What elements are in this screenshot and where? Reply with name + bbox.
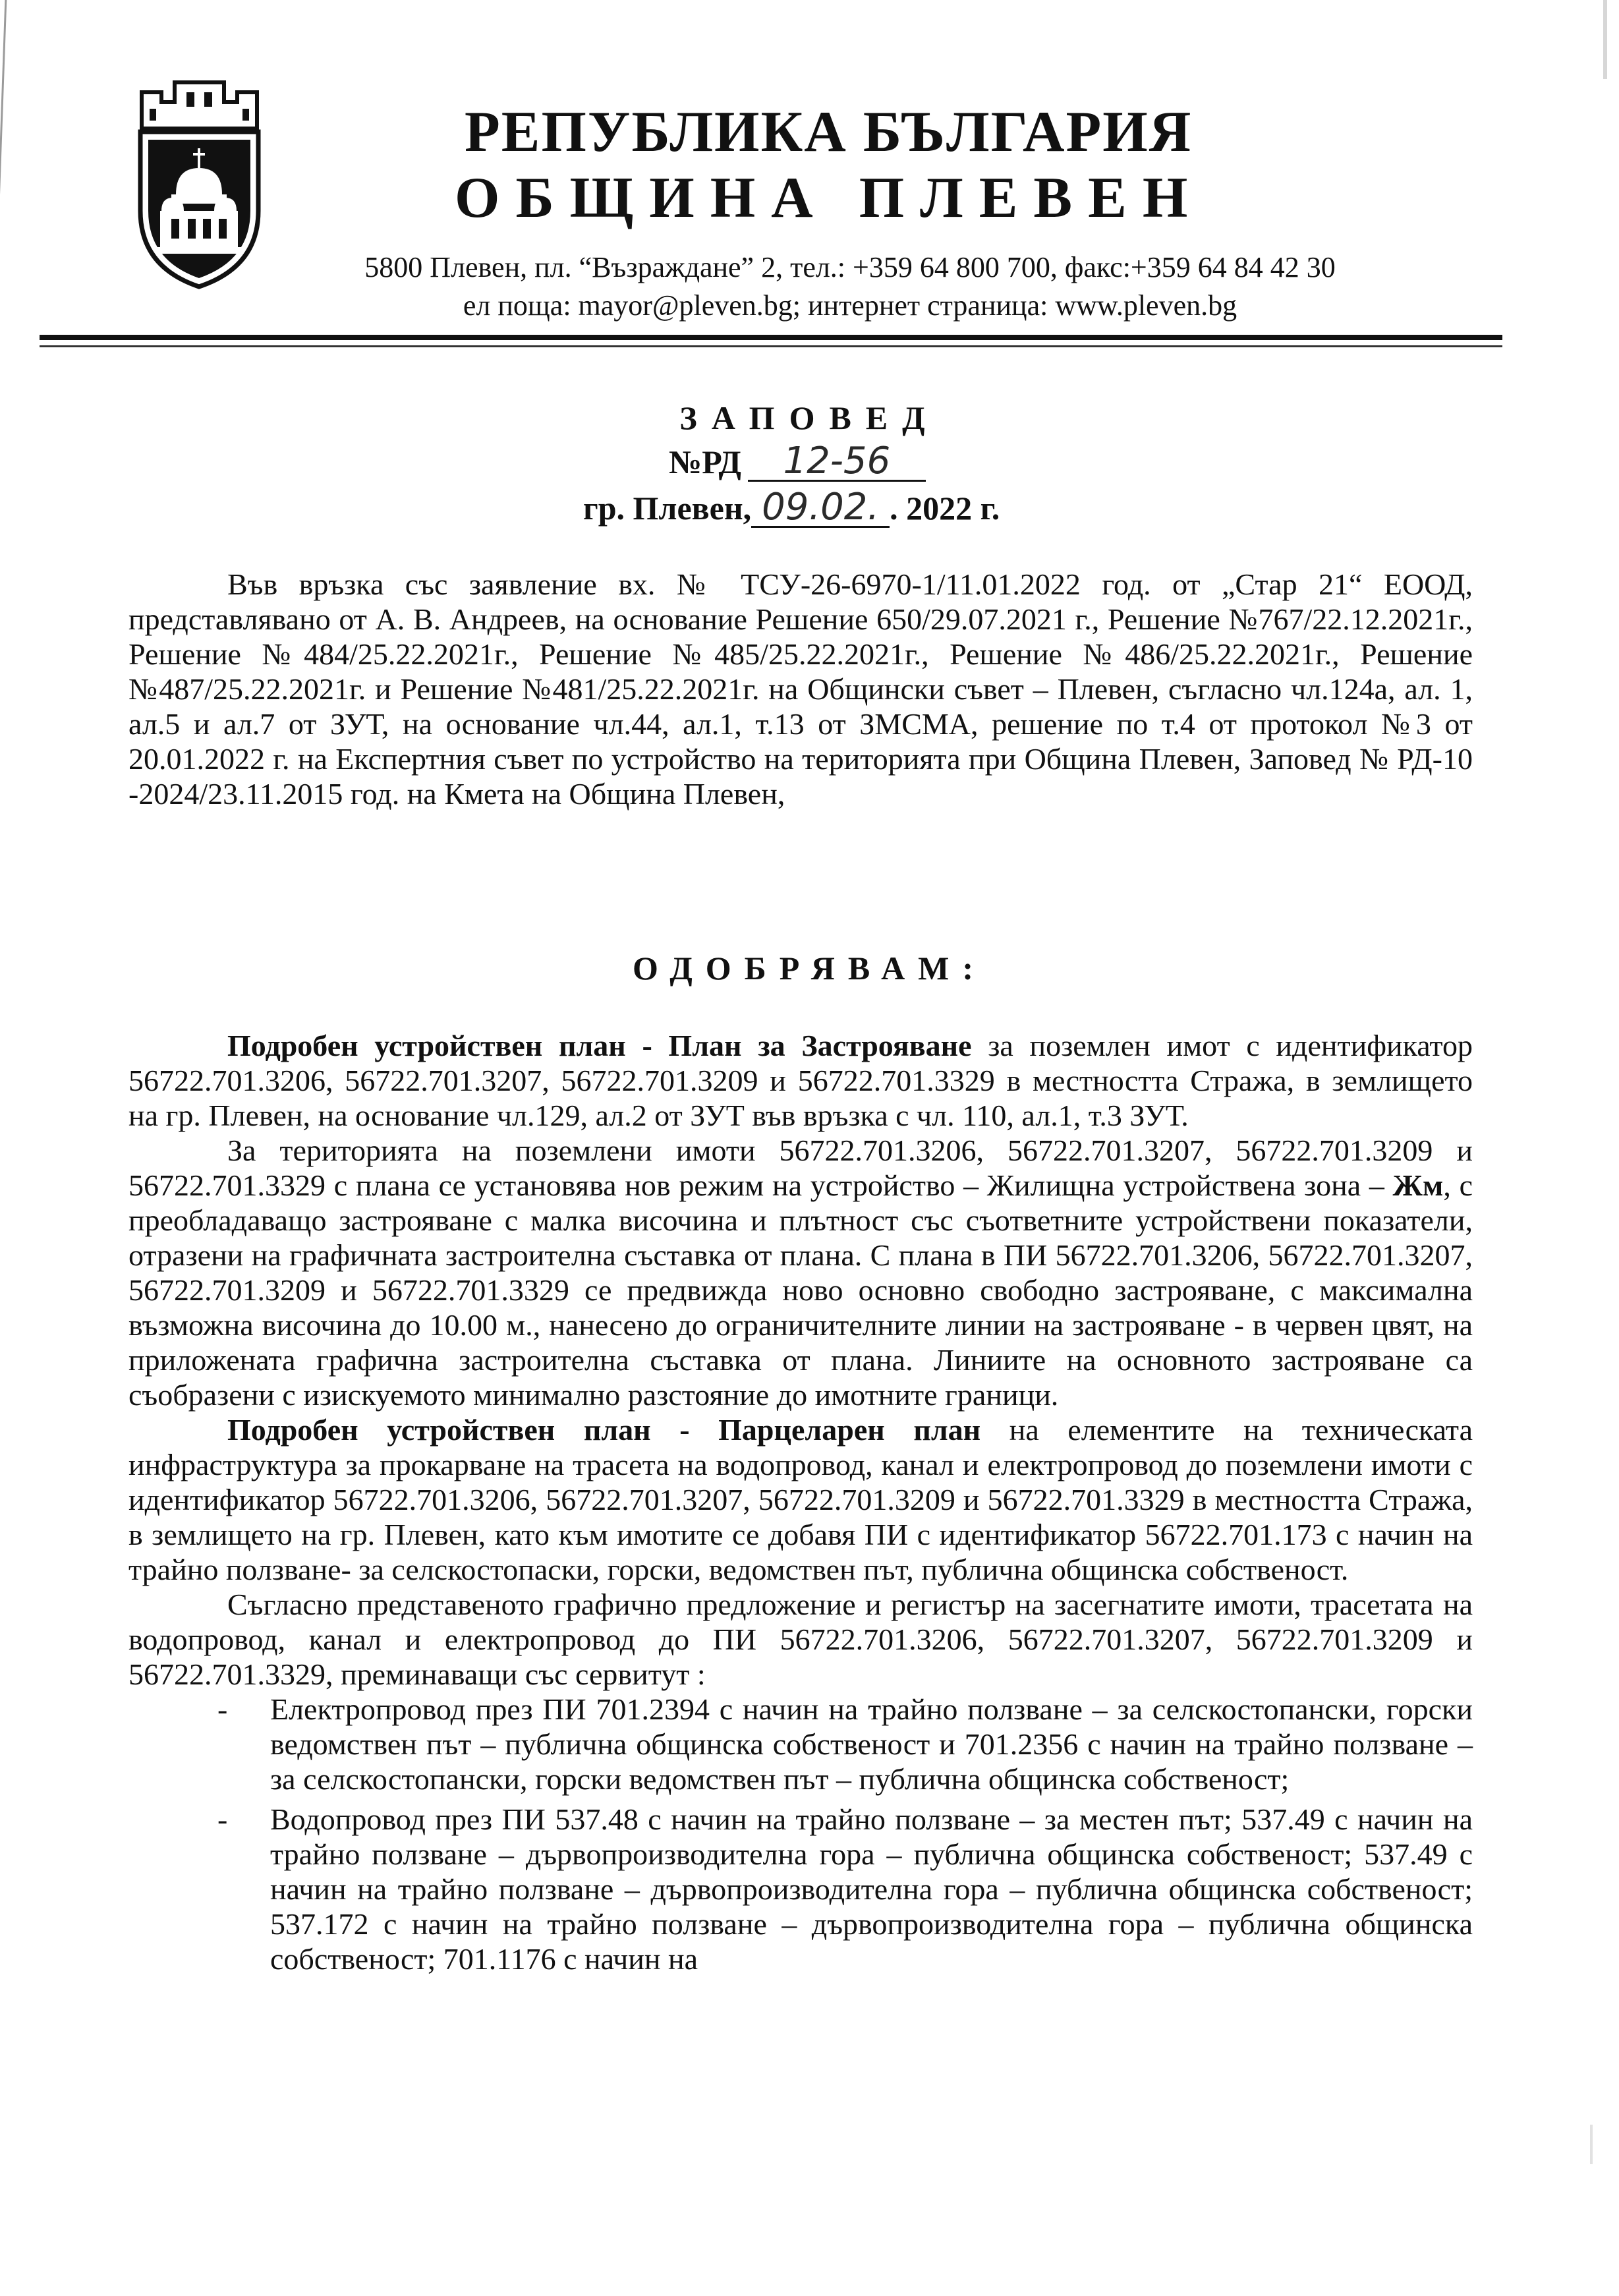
- preamble-block: [128, 567, 1473, 811]
- bold-lead: Подробен устройствен план - План за Застрояване: [227, 1029, 972, 1062]
- main-body: [128, 1028, 1473, 1982]
- paragraph-parcel-plan: [128, 1412, 1473, 1587]
- list-item: [128, 1692, 1473, 1796]
- paragraph-text: за поземлен имот с идентификатор 56722.701.3206, 56722.701.3207, 56722.701.3209 и 56722.701.3329 в местността Стража, в землището на гр. Плевен, на основание чл.129, ал.2 от ЗУТ във връзка с чл. 110, ал.1, т.3 ЗУТ.: [128, 1029, 1473, 1132]
- contact-line: ел поща: mayor@pleven.bg; интернет страница: www.pleven.bg: [463, 289, 1237, 322]
- order-title: ЗАПОВЕД: [679, 399, 940, 436]
- paragraph-text: , с преобладаващо застрояване с малка височина и плътност със съответните устройствени показатели, отразени на графичната застроителна съставка от плана. С плана в ПИ 56722.701.3206, 56722.701.3207, 56722.701.3209 и 56722.701.3329 се предвижда ново основно свободно застрояване, с максимална възможна височина до 10.00 м., нанесено до ограничителните линии на застрояване - в червен цвят, на приложената графична застроителна съставка от плана. Линиите на основното застрояване са съобразени с изискуемото минимално разстояние до имотните граници.: [128, 1168, 1473, 1412]
- paragraph-building-plan: [128, 1028, 1473, 1133]
- header-rule: [40, 335, 1502, 340]
- list-item-text: Водопровод през ПИ 537.48 с начин на трайно ползване – за местен път; 537.49 с начин на трайно ползване – дървопроизводителна гора – публична общинска собственост; 537.49 с начин на трайно ползване – дървопроизводителна гора – публична общинска собственост; 537.172 с начин на трайно ползване – дървопроизводителна гора – публична общинска собственост; 701.1176 с начин на: [270, 1802, 1473, 1976]
- paragraph-text: на елементите на техническата инфраструктура за прокарване на трасета на водопровод, канал и електропровод до поземлени имоти с идентификатор 56722.701.3206, 56722.701.3207, 56722.701.3209 и 56722.701.3329 в местността Стража, в землището на гр. Плевен, като към имотите се добавя ПИ с идентификатор 56722.701.173 с начин на трайно ползване- за селскостопаски, горски, ведомствен път, публична общинска собственост.: [128, 1413, 1473, 1586]
- list-dash: -: [217, 1802, 228, 1836]
- paragraph-text: За територията на поземлени имоти 56722.701.3206, 56722.701.3207, 56722.701.3209 и 56722.701.3329 с плана се установява нов режим на устройство – Жилищна устройствена зона –: [128, 1134, 1473, 1202]
- municipal-crest-icon: [135, 79, 264, 290]
- order-number: [669, 440, 926, 482]
- scan-mark: [1603, 0, 1607, 79]
- list-item-text: Електропровод през ПИ 701.2394 с начин на трайно ползване – за селскостопански, горски ведомствен път – публична общинска собственост и 701.2356 с начин на трайно ползване – за селскостопански, горски ведомствен път – публична общинска собственост;: [270, 1692, 1473, 1796]
- zone-code: Жм: [1392, 1168, 1444, 1202]
- order-number-handwritten: 12-56: [748, 443, 926, 482]
- order-date: [583, 486, 1000, 529]
- servitude-list: [128, 1692, 1473, 1976]
- municipality-title: ОБЩИНА ПЛЕВЕН: [455, 166, 1204, 230]
- list-item: [128, 1802, 1473, 1976]
- list-dash: -: [217, 1692, 228, 1726]
- address-line: 5800 Плевен, пл. “Възраждане” 2, тел.: +359 64 800 700, факс:+359 64 84 42 30: [364, 251, 1336, 283]
- preamble-paragraph: Във връзка със заявление вх. № ТСУ-26-6970-1/11.01.2022 год. от „Стар 21“ ЕООД, представлявано от А. В. Андреев, на основание Решение 650/29.07.2021 г., Решение №767/22.12.2021г., Решение №484/25.22.2021г., Решение №485/25.22.2021г., Решение №486/25.22.2021г., Решение №487/25.22.2021г. и Решение №481/25.22.2021г. на Общински съвет – Плевен, съгласно чл.124а, ал. 1, ал.5 и ал.7 от ЗУТ, на основание чл.44, ал.1, т.13 от ЗМСМА, решение по т.4 от протокол №3 от 20.01.2022 г. на Експертния съвет по устройство на територията при Община Плевен, Заповед № РД-10 -2024/23.11.2015 год. на Кмета на Община Плевен,: [128, 567, 1473, 811]
- country-title: РЕПУБЛИКА БЪЛГАРИЯ: [465, 100, 1193, 164]
- order-number-prefix: №РД: [669, 444, 741, 480]
- bold-lead: Подробен устройствен план - Парцеларен план: [227, 1413, 981, 1447]
- scan-mark: [1590, 2125, 1593, 2164]
- order-date-suffix: . 2022 г.: [890, 490, 1000, 527]
- page-edge-shadow: [0, 0, 14, 277]
- paragraph-territory-regime: [128, 1133, 1473, 1412]
- paragraph-routes: Съгласно представеното графично предложение и регистър на засегнатите имоти, трасетата на водопровод, канал и електропровод до ПИ 56722.701.3206, 56722.701.3207, 56722.701.3209 и 56722.701.3329, преминаващи със сервитут :: [128, 1588, 1473, 1691]
- order-date-prefix: гр. Плевен,: [583, 490, 752, 527]
- header-rule-thin: [40, 345, 1502, 347]
- order-date-handwritten: 09.02.: [751, 489, 890, 528]
- approve-heading: ОДОБРЯВАМ:: [632, 950, 987, 987]
